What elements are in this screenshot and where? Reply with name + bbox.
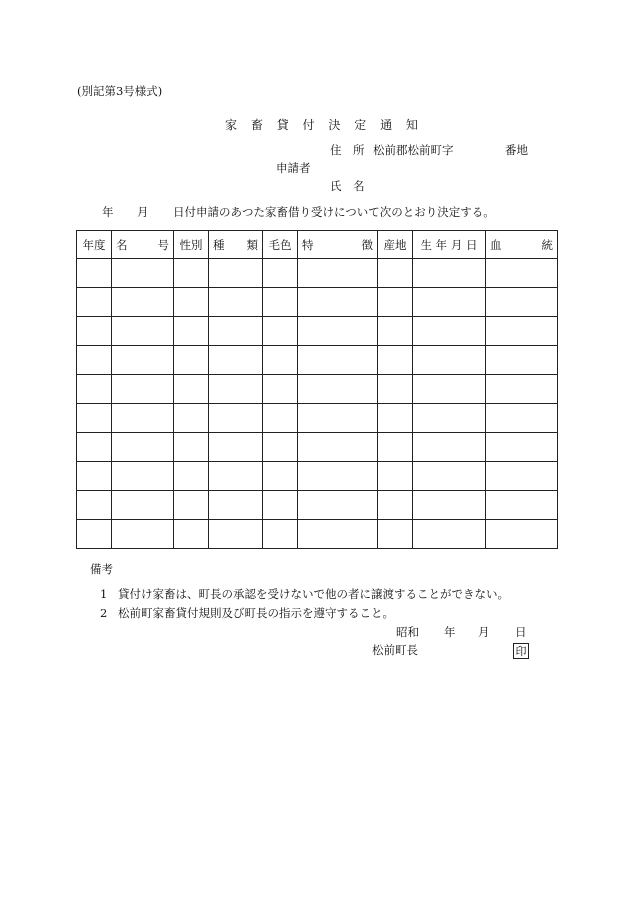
table-cell bbox=[486, 433, 558, 462]
table-cell bbox=[77, 491, 112, 520]
remark-text: 松前町家畜貸付規則及び町長の指示を遵守すること。 bbox=[118, 606, 394, 620]
document-title bbox=[225, 119, 428, 131]
table-cell bbox=[263, 520, 298, 549]
table-cell bbox=[378, 375, 413, 404]
table-cell bbox=[263, 346, 298, 375]
form-number-label: (別記第3号様式) bbox=[77, 84, 163, 98]
table-cell bbox=[413, 259, 486, 288]
column-header-origin bbox=[378, 231, 413, 259]
table-cell bbox=[112, 288, 174, 317]
table-cell bbox=[263, 491, 298, 520]
table-cell bbox=[209, 520, 263, 549]
remark-text: 貸付け家畜は、町長の承認を受けないで他の者に譲渡することができない。 bbox=[118, 587, 509, 601]
table-cell bbox=[378, 317, 413, 346]
name-label: 氏 名 bbox=[330, 179, 365, 193]
table-cell bbox=[486, 375, 558, 404]
title-char: 付 bbox=[302, 118, 315, 132]
table-cell bbox=[298, 433, 378, 462]
table-cell bbox=[112, 491, 174, 520]
header-text: 性別 bbox=[179, 237, 203, 252]
table-cell bbox=[209, 259, 263, 288]
title-char: 家 bbox=[225, 118, 238, 132]
header-text: 徴 bbox=[361, 237, 373, 252]
mayor-title: 松前町長 bbox=[372, 643, 418, 657]
table-cell bbox=[112, 462, 174, 491]
column-header-pedigree bbox=[486, 231, 558, 259]
table-cell bbox=[298, 404, 378, 433]
table-cell bbox=[413, 491, 486, 520]
remark-number: 2 bbox=[100, 606, 108, 620]
table-cell bbox=[413, 520, 486, 549]
table-cell bbox=[112, 433, 174, 462]
table-cell bbox=[413, 433, 486, 462]
table-cell bbox=[174, 346, 209, 375]
table-cell bbox=[378, 520, 413, 549]
column-header-year bbox=[77, 231, 112, 259]
table-cell bbox=[378, 433, 413, 462]
table-cell bbox=[263, 375, 298, 404]
table-cell bbox=[378, 462, 413, 491]
table-cell bbox=[378, 346, 413, 375]
title-char: 知 bbox=[405, 118, 418, 132]
table-row bbox=[77, 433, 558, 462]
intro-month: 月 bbox=[137, 205, 149, 219]
column-header-name bbox=[112, 231, 174, 259]
table-cell bbox=[77, 259, 112, 288]
table-cell bbox=[209, 433, 263, 462]
title-char: 決 bbox=[328, 118, 341, 132]
table-cell bbox=[174, 317, 209, 346]
address-value: 松前郡松前町字 bbox=[373, 143, 454, 157]
table-cell bbox=[112, 520, 174, 549]
header-text: 統 bbox=[541, 237, 553, 252]
table-cell bbox=[413, 317, 486, 346]
table-cell bbox=[112, 404, 174, 433]
table-row bbox=[77, 259, 558, 288]
date-month: 月 bbox=[478, 625, 490, 639]
table-cell bbox=[174, 433, 209, 462]
table-cell bbox=[486, 462, 558, 491]
table-cell bbox=[174, 520, 209, 549]
table-cell bbox=[174, 404, 209, 433]
table-cell bbox=[413, 404, 486, 433]
table-cell bbox=[77, 288, 112, 317]
table-cell bbox=[413, 288, 486, 317]
table-row bbox=[77, 317, 558, 346]
table-cell bbox=[77, 520, 112, 549]
table-cell bbox=[112, 346, 174, 375]
table-cell bbox=[263, 433, 298, 462]
table-cell bbox=[298, 520, 378, 549]
table-cell bbox=[77, 404, 112, 433]
address-label: 住 所 bbox=[330, 143, 365, 157]
table-cell bbox=[209, 404, 263, 433]
table-cell bbox=[486, 346, 558, 375]
table-cell bbox=[298, 259, 378, 288]
table-cell bbox=[378, 259, 413, 288]
table-cell bbox=[413, 346, 486, 375]
table-cell bbox=[174, 259, 209, 288]
table-cell bbox=[486, 317, 558, 346]
date-day: 日 bbox=[515, 625, 527, 639]
header-text: 類 bbox=[246, 237, 258, 252]
table-cell bbox=[263, 288, 298, 317]
table-cell bbox=[263, 462, 298, 491]
table-cell bbox=[77, 346, 112, 375]
table-cell bbox=[298, 346, 378, 375]
seal-stamp: 印 bbox=[513, 643, 529, 659]
table-cell bbox=[298, 462, 378, 491]
table-cell bbox=[77, 317, 112, 346]
table-header-row bbox=[77, 231, 558, 259]
table-cell bbox=[263, 404, 298, 433]
table-cell bbox=[77, 433, 112, 462]
table-row bbox=[77, 288, 558, 317]
applicant-label: 申請者 bbox=[276, 161, 311, 175]
table-cell bbox=[174, 462, 209, 491]
table-cell bbox=[486, 259, 558, 288]
title-char: 貸 bbox=[276, 118, 289, 132]
table-cell bbox=[174, 491, 209, 520]
table-row bbox=[77, 462, 558, 491]
table-row bbox=[77, 375, 558, 404]
table-row bbox=[77, 346, 558, 375]
header-text: 産地 bbox=[383, 237, 407, 252]
header-text: 種 bbox=[213, 237, 225, 252]
header-text: 特 bbox=[302, 237, 314, 252]
header-text: 毛色 bbox=[268, 237, 292, 252]
table-cell bbox=[263, 259, 298, 288]
banchi-label: 番地 bbox=[505, 143, 528, 157]
table-cell bbox=[112, 375, 174, 404]
remark-number: 1 bbox=[100, 587, 108, 601]
header-text: 名 bbox=[116, 237, 128, 252]
table-cell bbox=[112, 259, 174, 288]
column-header-sex bbox=[174, 231, 209, 259]
table-cell bbox=[486, 404, 558, 433]
table-cell bbox=[77, 375, 112, 404]
table-row bbox=[77, 520, 558, 549]
column-header-birthdate bbox=[413, 231, 486, 259]
table-cell bbox=[112, 317, 174, 346]
table-cell bbox=[298, 491, 378, 520]
header-text: 号 bbox=[157, 237, 169, 252]
column-header-type bbox=[209, 231, 263, 259]
table-cell bbox=[209, 491, 263, 520]
date-era: 昭和 bbox=[396, 625, 419, 639]
header-text: 年度 bbox=[82, 237, 106, 252]
table-row bbox=[77, 491, 558, 520]
column-header-features bbox=[298, 231, 378, 259]
table-cell bbox=[263, 317, 298, 346]
table-cell bbox=[378, 288, 413, 317]
title-char: 畜 bbox=[250, 118, 263, 132]
remarks-heading: 備考 bbox=[90, 562, 113, 576]
table-cell bbox=[486, 520, 558, 549]
header-text: 生 年 月 日 bbox=[420, 237, 478, 252]
date-year: 年 bbox=[444, 625, 456, 639]
header-text: 血 bbox=[490, 237, 502, 252]
table-cell bbox=[209, 346, 263, 375]
intro-text: 日付申請のあつた家畜借り受けについて次のとおり決定する。 bbox=[173, 205, 495, 219]
table-cell bbox=[209, 317, 263, 346]
livestock-table bbox=[76, 230, 558, 549]
table-cell bbox=[209, 375, 263, 404]
table-cell bbox=[298, 288, 378, 317]
table-cell bbox=[209, 462, 263, 491]
table-cell bbox=[378, 404, 413, 433]
title-char: 通 bbox=[380, 118, 393, 132]
table-cell bbox=[77, 462, 112, 491]
table-cell bbox=[413, 375, 486, 404]
table-row bbox=[77, 404, 558, 433]
table-cell bbox=[486, 288, 558, 317]
table-cell bbox=[298, 317, 378, 346]
table-cell bbox=[298, 375, 378, 404]
table-cell bbox=[174, 375, 209, 404]
table-cell bbox=[413, 462, 486, 491]
table-cell bbox=[486, 491, 558, 520]
title-char: 定 bbox=[354, 118, 367, 132]
column-header-coat-color bbox=[263, 231, 298, 259]
table-cell bbox=[174, 288, 209, 317]
table-cell bbox=[378, 491, 413, 520]
intro-year: 年 bbox=[102, 205, 114, 219]
table-cell bbox=[209, 288, 263, 317]
